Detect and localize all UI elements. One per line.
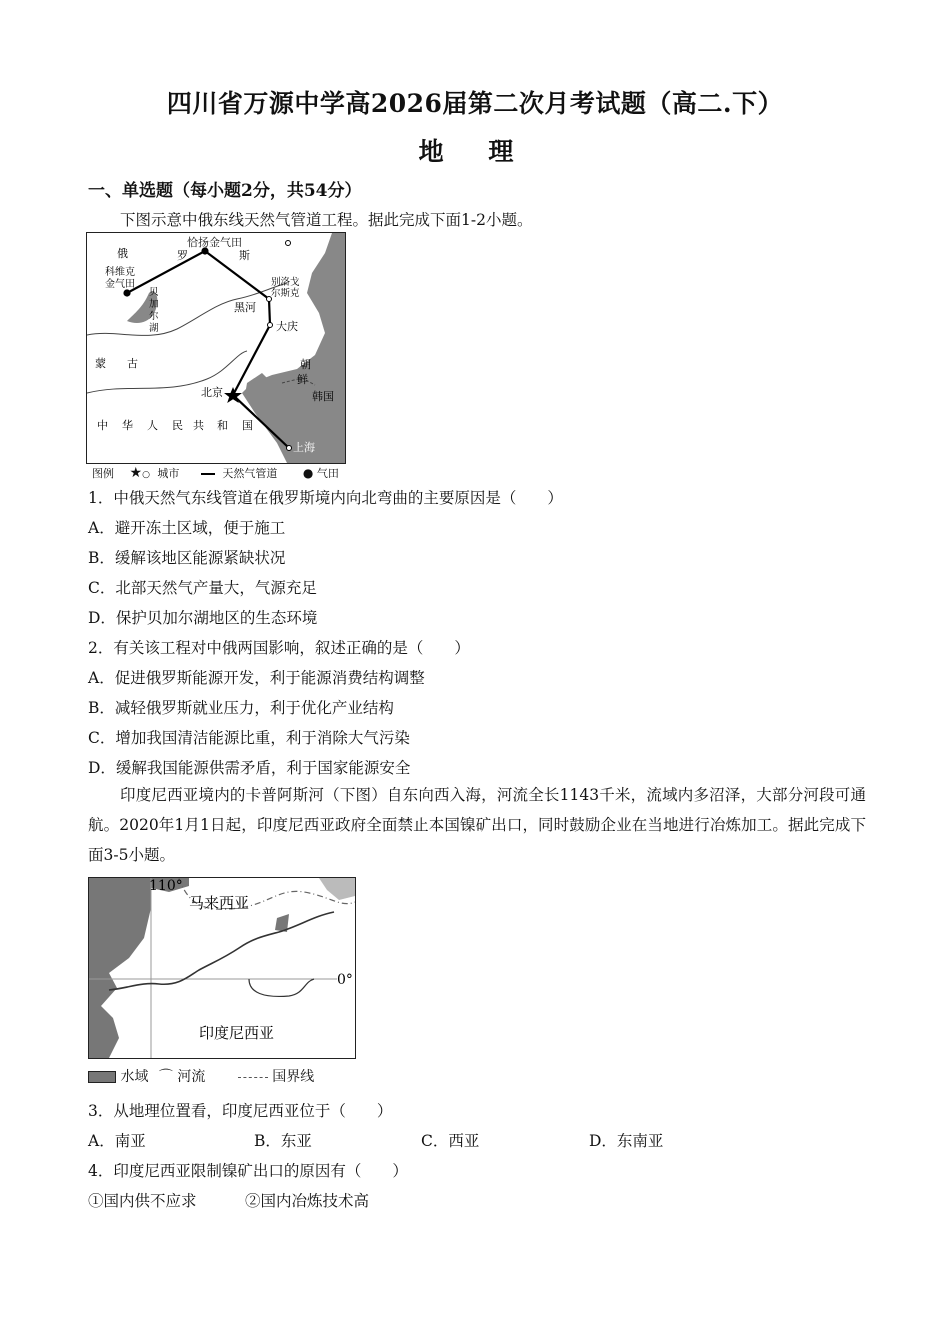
subject-title: 地 理	[418, 137, 532, 166]
label-china-6: 国	[242, 419, 253, 432]
q1-option-d[interactable]: D．保护贝加尔湖地区的生态环境	[88, 609, 318, 627]
label-russia1: 俄	[117, 247, 128, 260]
legend-label: 图例	[92, 467, 114, 480]
lake-lower	[319, 878, 355, 900]
label-baikal3: 尔	[149, 311, 159, 322]
label-china-3: 民	[172, 419, 183, 432]
q3-option-d[interactable]: D．东南亚	[589, 1132, 664, 1150]
label-baikal2: 加	[149, 299, 159, 310]
kapuas-map-legend	[88, 1066, 314, 1086]
label-kovykta2: 金气田	[105, 279, 135, 290]
q3-option-c[interactable]: C．西亚	[421, 1132, 480, 1150]
pipeline-map-legend	[92, 465, 339, 481]
label-baikal1: 贝	[149, 287, 159, 298]
star-icon: ★	[129, 465, 143, 481]
q4-option-2[interactable]: ②国内冶炼技术高	[245, 1192, 370, 1210]
q3-option-a[interactable]: A．南亚	[88, 1132, 146, 1150]
q3-stem: 3．从地理位置看，印度尼西亚位于（ ）	[88, 1102, 393, 1120]
border-mongolia	[87, 351, 247, 393]
label-baikal4: 湖	[149, 323, 159, 334]
label-blago2: 尔斯克	[271, 288, 300, 299]
legend-pipeline: 天然气管道	[222, 467, 278, 480]
q2-option-c[interactable]: C．增加我国清洁能源比重，利于消除大气污染	[88, 729, 410, 747]
label-kovykta1: 科维克	[105, 267, 135, 278]
q1-option-a[interactable]: A．避开冻土区域，便于施工	[88, 519, 286, 537]
q4-stem: 4．印度尼西亚限制镍矿出口的原因有（ ）	[88, 1162, 408, 1180]
label-daqing: 大庆	[276, 320, 298, 333]
legend-border: 国界线	[272, 1069, 315, 1085]
label-hanguo: 韩国	[312, 390, 334, 403]
water-swatch-icon	[88, 1071, 116, 1083]
city-top	[286, 241, 291, 246]
city-daqing	[268, 323, 273, 328]
legend-gasfield: 气田	[316, 467, 339, 480]
label-lon: 110°	[149, 878, 183, 894]
pipeline-line-icon	[201, 473, 215, 475]
kapuas-map	[88, 877, 356, 1059]
intro-questions-1-2: 下图示意中俄东线天然气管道工程。据此完成下面1-2小题。	[120, 211, 533, 229]
label-korea1: 朝	[300, 358, 311, 371]
label-blago1: 别洛戈	[271, 277, 300, 288]
label-mongolia2: 古	[127, 357, 138, 370]
dot-icon: ●	[302, 466, 314, 480]
q3-option-b[interactable]: B．东亚	[254, 1132, 312, 1150]
gasfield-kovykta	[123, 289, 130, 296]
border-line-icon	[238, 1077, 268, 1078]
intro-questions-3-5: 印度尼西亚境内的卡普阿斯河（下图）自东向西入海，河流全长1143千米，流域内多沼泽，大部分河段可通航。2020年1月1日起，印度尼西亚政府全面禁止本国镍矿出口，同时鼓励企业在当地进行冶炼加工。据此完成下面3-5小题。	[88, 786, 866, 864]
label-korea2: 鲜	[297, 373, 308, 386]
legend-river: 河流	[177, 1069, 206, 1085]
legend-city: 城市	[157, 467, 180, 480]
label-russia2: 罗	[177, 249, 188, 262]
label-lat: 0°	[337, 972, 353, 988]
q1-option-b[interactable]: B．缓解该地区能源紧缺状况	[88, 549, 286, 567]
exam-title: 四川省万源中学高2026届第二次月考试题（高二.下）	[166, 89, 784, 118]
label-mongolia1: 蒙	[95, 357, 106, 370]
city-shanghai	[287, 446, 292, 451]
label-malaysia: 马来西亚	[189, 894, 250, 912]
label-shanghai: 上海	[293, 441, 315, 454]
label-china-1: 华	[122, 419, 133, 432]
label-heihe: 黑河	[234, 301, 256, 314]
label-china-5: 和	[217, 419, 228, 432]
q2-option-d[interactable]: D．缓解我国能源供需矛盾，利于国家能源安全	[88, 759, 411, 777]
section-heading: 一、单选题（每小题2分，共54分）	[88, 181, 362, 201]
label-beijing: 北京	[201, 386, 223, 399]
label-indonesia: 印度尼西亚	[199, 1024, 275, 1042]
pipeline-map	[86, 232, 346, 464]
legend-water: 水域	[120, 1069, 149, 1085]
pipeline-map-svg	[87, 233, 345, 463]
q2-stem: 2．有关该工程对中俄两国影响，叙述正确的是（ ）	[88, 639, 470, 657]
q4-option-1[interactable]: ①国内供不应求	[88, 1192, 197, 1210]
sea-left	[89, 878, 151, 1058]
label-china-0: 中	[97, 419, 108, 432]
label-china-2: 人	[147, 419, 158, 432]
q2-option-b[interactable]: B．减轻俄罗斯就业压力，利于优化产业结构	[88, 699, 394, 717]
circle-icon: ○	[142, 470, 150, 480]
kapuas-map-svg	[89, 878, 355, 1058]
river-icon: ⌒	[158, 1069, 173, 1085]
q1-stem: 1．中俄天然气东线管道在俄罗斯境内向北弯曲的主要原因是（ ）	[88, 489, 563, 507]
label-china-4: 共	[193, 419, 204, 432]
q2-option-a[interactable]: A．促进俄罗斯能源开发，利于能源消费结构调整	[88, 669, 425, 687]
river-branch	[249, 979, 314, 996]
label-chayanda: 恰扬金气田	[187, 236, 242, 249]
q1-option-c[interactable]: C．北部天然气产量大，气源充足	[88, 579, 317, 597]
label-russia3: 斯	[239, 249, 250, 262]
